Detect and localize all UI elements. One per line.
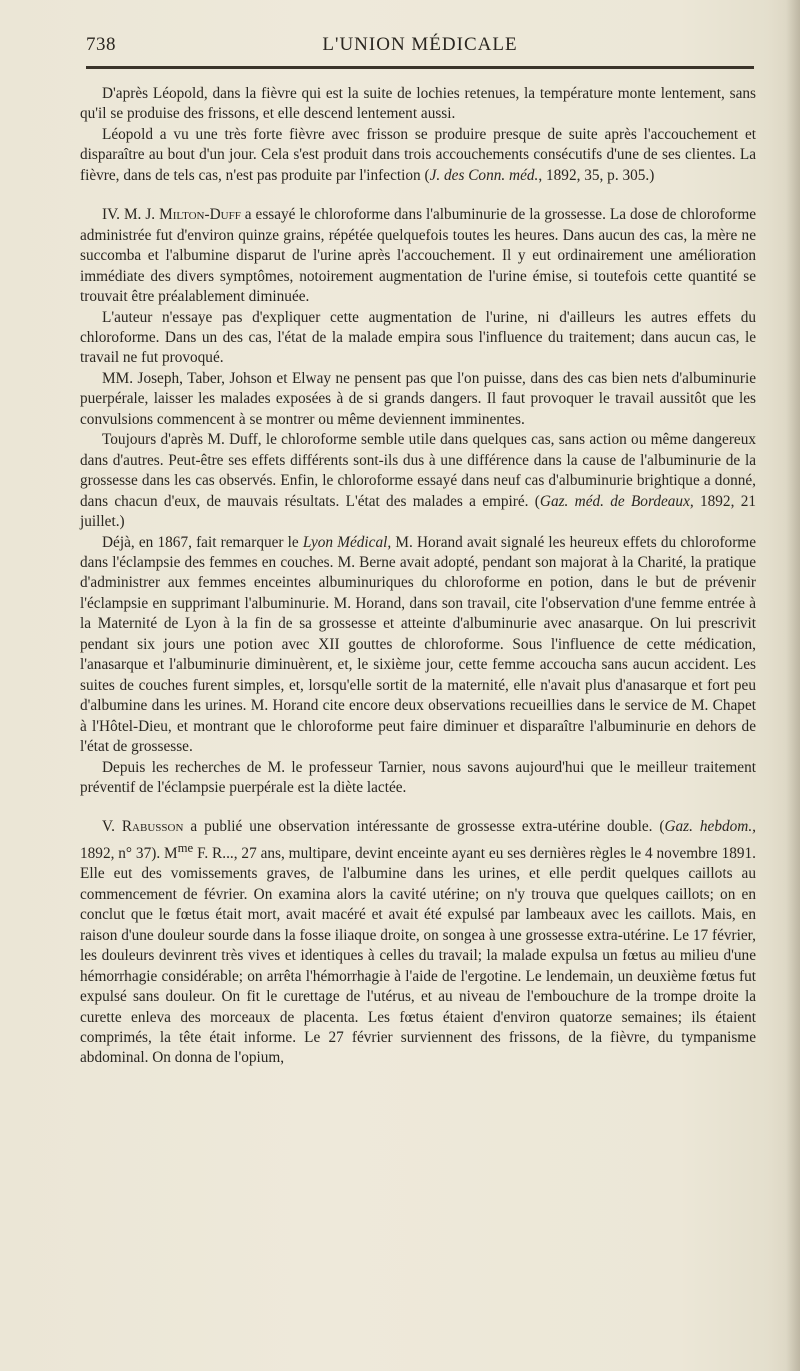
text-run: Toujours d'après M. Duff, le chloroforme semble utile dans quelques cas, sans action ou même dangereux dans d'autres. Peut-être ses effets différents sont-ils dus à une différence dans la cause de l'albuminurie de la grossesse dans les cas observés. Enfin, le chloroforme essayé dans neuf cas d'albuminurie brightique a donné, dans chacun d'eux, de mauvais résultats. L'état des malades a empiré. ( (80, 431, 756, 510)
text-run: V. (102, 818, 122, 836)
journal-citation: Gaz. hebdom., (664, 818, 756, 836)
paragraph-horand (80, 533, 756, 758)
paragraph-urine-increase (80, 308, 756, 369)
page-edge-shadow (786, 0, 800, 1371)
section-v-rabusson (80, 817, 756, 1069)
paragraph-tarnier (80, 758, 756, 799)
text-run: IV. M. J. (102, 206, 160, 224)
journal-citation: Lyon Médical, (302, 533, 392, 551)
paragraph-leopold-fever (80, 84, 756, 125)
text-run: Depuis les recherches de M. le professeur Tarnier, nous savons aujourd'hui que le meilleur traitement préventif de l'éclampsie puerpérale est la diète lactée. (80, 758, 756, 796)
text-run: 1892, n° 37). M (80, 844, 178, 862)
header-rule (86, 66, 754, 69)
journal-citation: Gaz. méd. de Bordeaux, (539, 492, 694, 510)
superscript-title: me (177, 840, 194, 855)
article-body (80, 84, 756, 1069)
text-run: MM. Joseph, Taber, Johson et Elway ne pensent pas que l'on puisse, dans des cas bien nets d'albuminurie puerpérale, laisser les malades exposées à de si grands dangers. Il faut provoquer le travail aussitôt que les convulsions commencent à se montrer ou même deviennent imminentes. (80, 369, 756, 428)
page-number: 738 (86, 34, 116, 55)
journal-title: L'UNION MÉDICALE (322, 34, 518, 55)
text-run: Déjà, en 1867, fait remarquer le (102, 533, 303, 551)
author-name: Rabusson (121, 818, 184, 836)
text-run: M. Horand avait signalé les heureux effets du chloroforme dans l'éclampsie des femmes en couches. M. Berne avait adopté, pendant son majorat à la Charité, la pratique d'administrer aux femmes enceintes albuminuriques du chloroforme en potion, dans le but de prévenir l'éclampsie en supprimant l'albuminurie. M. Horand, dans son travail, cite l'observation d'une femme entrée à la Maternité de Lyon à la fin de sa grossesse et atteinte d'albuminurie avec anasarque. On lui prescrivit pendant six jours une potion avec XII gouttes de chloroforme. Sous l'influence de cette médication, l'anasarque et l'albuminurie diminuèrent, et, le sixième jour, cette femme accoucha sans aucun accident. Les suites de couches furent simples, et, lorsqu'elle sortit de la maternité, elle n'avait plus d'anasarque et fort peu d'albumine dans les urines. M. Horand cite encore deux observations recueillies dans le service de M. Chapet à l'Hôtel-Dieu, et montrant que le chloroforme peut faire diminuer et disparaître l'albuminurie en dehors de l'état de grossesse. (80, 533, 756, 756)
running-head (86, 34, 754, 62)
text-run: , 1892, 35, p. 305.) (538, 166, 655, 184)
text-run: D'après Léopold, dans la fièvre qui est la suite de lochies retenues, la température monte lentement, sans qu'il se produise des frissons, et elle descend lentement aussi. (80, 85, 756, 123)
text-run: F. R..., 27 ans, multipare, devint enceinte ayant eu ses dernières règles le 4 novembre 1891. Elle eut des vomissements graves, de l'albumine dans les urines, et elle perdit quelques caillots au commencement de février. On examina alors la cavité utérine; on n'y trouva que quelques caillots; on en conclut que le fœtus était mort, avait macéré et avait été expulsé par lambeaux avec les caillots. Mais, en raison d'une douleur sourde dans la fosse iliaque droite, on songea à une grossesse extra-utérine. Le 17 février, les douleurs devinrent très vives et identiques à celles du travail; la malade expulsa un fœtus au milieu d'une hémorrhagie considérable; on arrêta l'hémorrhagie à l'aide de l'ergotine. Le lendemain, un deuxième fœtus fut expulsé sans douleur. On fit le curettage de l'utérus, et au niveau de l'embouchure de la trompe droite la curette enleva des morceaux de placenta. Les fœtus étaient d'environ quatorze semaines; ils étaient comprimés, la tête était informe. Le 27 février surviennent des frissons, de la fièvre, du tympanisme abdominal. On donna de l'opium, (80, 844, 756, 1067)
journal-citation: J. des Conn. méd. (429, 166, 539, 184)
paragraph-leopold-observation (80, 125, 756, 186)
text-run: Léopold a vu une très forte fièvre avec frisson se produire presque de suite après l'accouchement et disparaître au bout d'un jour. Cela s'est produit dans trois accouchements consécutifs d'une de ses clientes. La fièvre, dans de tels cas, n'est pas produite par l'infection ( (80, 125, 756, 184)
text-run: 1892, 21 juillet.) (80, 492, 756, 531)
author-name: Milton-Duff (159, 206, 241, 224)
text-run: a publié une observation intéressante de grossesse extra-utérine double. ( (183, 818, 665, 836)
section-iv-milton-duff (80, 205, 756, 307)
paragraph-joseph-taber (80, 369, 756, 430)
text-run: a essayé le chloroforme dans l'albuminurie de la grossesse. La dose de chloroforme administrée fut d'environ quinze grains, répétée quelquefois toutes les heures. Dans aucun des cas, la mère ne succomba et l'albumine disparut de l'urine après l'accouchement. Il y eut ordinairement une amélioration immédiate des divers symptômes, notoirement augmentation de l'urine émise, si toutefois cette quantité se trouvait être préalablement diminuée. (80, 206, 757, 306)
paragraph-duff-conclusion (80, 430, 756, 532)
text-run: L'auteur n'essaye pas d'expliquer cette augmentation de l'urine, ni d'ailleurs les autres effets du chloroforme. Dans un des cas, l'état de la malade empira sous l'influence du traitement; dans aucun cas, le travail ne fut provoqué. (80, 308, 756, 367)
